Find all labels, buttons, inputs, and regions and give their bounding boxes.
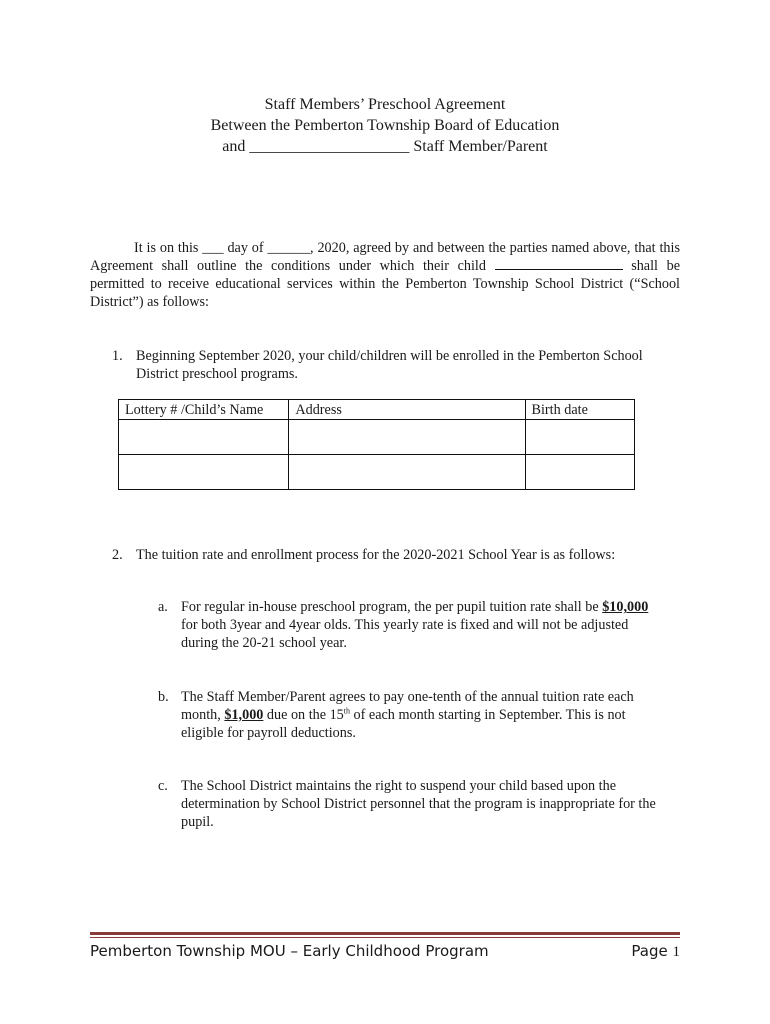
footer-title: Pemberton Township MOU – Early Childhood Program (90, 942, 489, 960)
sub-a-text-1: For regular in-house preschool program, the per pupil tuition rate shall be (181, 599, 603, 615)
list-number-2: 2. (112, 547, 123, 563)
sub-text-c: The School District maintains the right to suspend your child based upon the determination by School District personnel that the program is inappropriate for the pupil. (181, 778, 656, 830)
sub-letter-a: a. (158, 599, 168, 615)
sub-text-b (181, 688, 668, 742)
document-title (0, 94, 770, 157)
list-number-1: 1. (112, 348, 123, 364)
sub-b-text-2: due on the 15 (263, 707, 344, 723)
sub-b-text-3: of each month starting in September. This is not eligible for payroll deductions. (181, 707, 626, 741)
table-header-row (119, 400, 635, 420)
table-cell (525, 455, 634, 490)
list-text-1: Beginning September 2020, your child/children will be enrolled in the Pemberton School District preschool programs. (136, 348, 643, 382)
sub-item-c (158, 777, 668, 831)
header-child-name: Lottery # /Child’s Name (119, 400, 289, 420)
sub-item-b (158, 688, 668, 742)
intro-paragraph (90, 239, 680, 311)
table-cell (119, 420, 289, 455)
list-item-2 (112, 546, 682, 564)
table-cell (525, 420, 634, 455)
sub-item-a (158, 598, 668, 652)
intro-text-part2: shall be permitted to receive educational services within the Pemberton Township School District (“School District”) as follows: (90, 258, 681, 310)
header-birth-date: Birth date (525, 400, 634, 420)
tuition-amount: $10,000 (602, 599, 649, 615)
sub-a-text-2: for both 3year and 4year olds. This yearly rate is fixed and will not be adjusted during the 20-21 school year. (181, 617, 629, 651)
ordinal-suffix: th (343, 706, 350, 716)
footer-divider-thick (90, 932, 680, 935)
children-table (118, 399, 635, 490)
monthly-amount: $1,000 (224, 707, 264, 723)
footer-page-number (631, 941, 680, 962)
page-label: Page (631, 942, 668, 960)
title-line-1: Staff Members’ Preschool Agreement (264, 96, 506, 113)
list-item-1 (112, 347, 682, 383)
sub-letter-b: b. (158, 689, 169, 705)
sub-text-a (181, 598, 668, 652)
footer-divider-thin (90, 937, 680, 938)
list-text-2: The tuition rate and enrollment process for the 2020-2021 School Year is as follows: (136, 547, 616, 563)
page-number: 1 (672, 944, 680, 960)
table-cell (119, 455, 289, 490)
header-address: Address (289, 400, 525, 420)
child-name-blank (495, 257, 623, 270)
table-row (119, 455, 635, 490)
sub-letter-c: c. (158, 778, 168, 794)
table-cell (289, 420, 525, 455)
sub-b-text-1: The Staff Member/Parent agrees to pay one-tenth of the annual tuition rate each month, (181, 689, 634, 723)
title-line-2: Between the Pemberton Township Board of Education (210, 117, 560, 134)
table-row (119, 420, 635, 455)
intro-text-part1: It is on this ___ day of ______, 2020, agreed by and between the parties named above, that this Agreement shall outline the conditions under which their child (90, 240, 680, 274)
title-line-3: and ____________________ Staff Member/Parent (222, 138, 548, 155)
table-cell (289, 455, 525, 490)
